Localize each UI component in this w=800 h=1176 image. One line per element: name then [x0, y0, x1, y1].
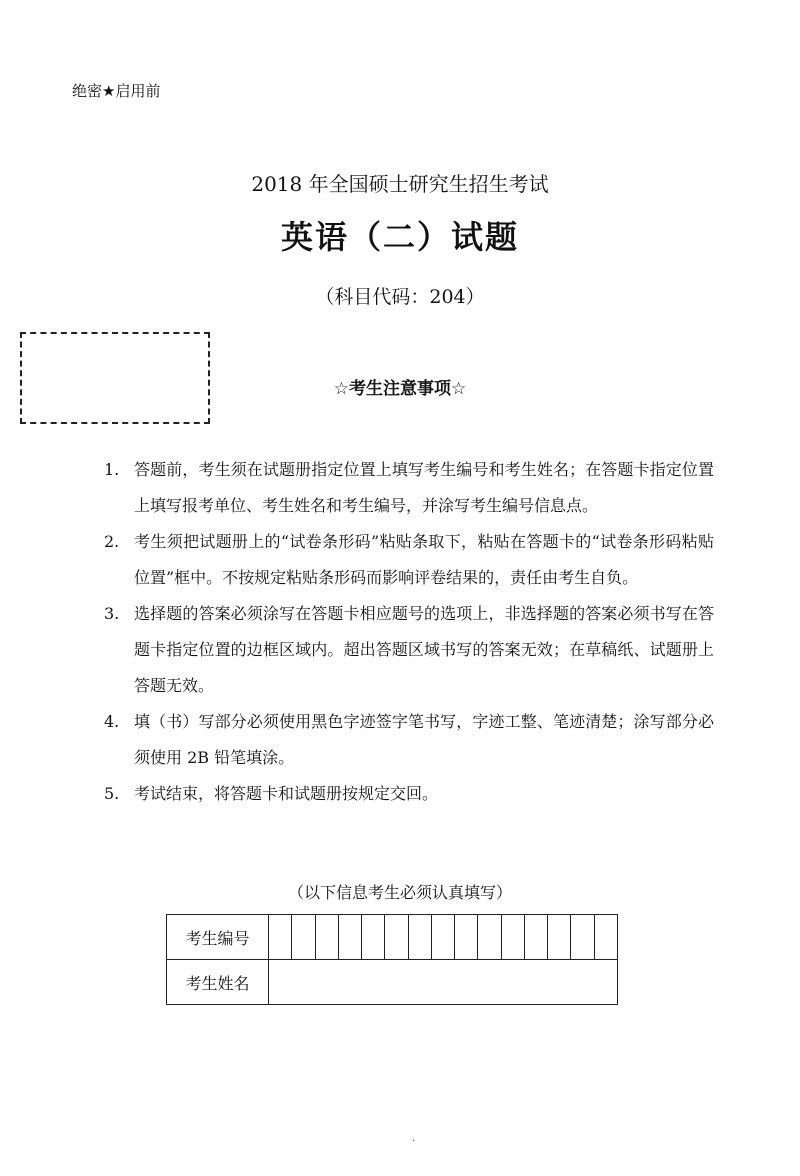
- candidate-id-digit-cell[interactable]: [315, 915, 338, 960]
- notice-item: [104, 596, 714, 704]
- notice-text: 考试结束，将答题卡和试题册按规定交回。: [134, 784, 439, 803]
- candidate-name-field[interactable]: [269, 960, 618, 1005]
- candidate-id-digit-cell[interactable]: [501, 915, 524, 960]
- candidate-id-digit-cell[interactable]: [548, 915, 571, 960]
- candidate-id-digit-cell[interactable]: [385, 915, 408, 960]
- notice-number: 3.: [104, 604, 120, 623]
- candidate-id-digit-cell[interactable]: [292, 915, 315, 960]
- notice-item: [104, 704, 714, 776]
- notice-text: 考生须把试题册上的“试卷条形码”粘贴条取下，粘贴在答题卡的“试卷条形码粘贴位置”框中。不按规定粘贴条形码而影响评卷结果的，责任由考生自负。: [134, 532, 714, 587]
- candidate-id-digit-cell[interactable]: [571, 915, 594, 960]
- candidate-id-row: [167, 915, 618, 960]
- candidate-id-digit-cell[interactable]: [269, 915, 292, 960]
- notice-number: 4.: [104, 712, 120, 731]
- notice-text: 答题前，考生须在试题册指定位置上填写考生编号和考生姓名；在答题卡指定位置上填写报考单位、考生姓名和考生编号，并涂写考生编号信息点。: [134, 460, 714, 515]
- candidate-info-table: [166, 914, 618, 1005]
- candidate-id-digit-cell[interactable]: [478, 915, 501, 960]
- notice-item: [104, 776, 714, 812]
- candidate-id-digit-cell[interactable]: [431, 915, 454, 960]
- candidate-id-digit-cell[interactable]: [524, 915, 547, 960]
- subject-code: （科目代码：204）: [315, 286, 485, 308]
- notice-number: 2.: [104, 532, 120, 551]
- candidate-name-label: 考生姓名: [167, 960, 269, 1005]
- notice-text: 填（书）写部分必须使用黑色字迹签字笔书写，字迹工整、笔迹清楚；涂写部分必须使用 2B 铅笔填涂。: [134, 712, 714, 767]
- notice-title: ☆考生注意事项☆: [333, 379, 467, 399]
- subject-title: 英语（二）试题: [280, 218, 519, 256]
- candidate-id-digit-cell[interactable]: [408, 915, 431, 960]
- candidate-id-digit-cell[interactable]: [338, 915, 361, 960]
- notice-number: 5.: [104, 784, 120, 803]
- candidate-id-digit-cell[interactable]: [362, 915, 385, 960]
- notice-item: [104, 524, 714, 596]
- candidate-id-digit-cell[interactable]: [594, 915, 617, 960]
- candidate-id-digit-cell[interactable]: [455, 915, 478, 960]
- notice-number: 1.: [104, 460, 120, 479]
- notice-list: [104, 452, 714, 812]
- candidate-id-label: 考生编号: [167, 915, 269, 960]
- notice-text: 选择题的答案必须涂写在答题卡相应题号的选项上，非选择题的答案必须书写在答题卡指定位置的边框区域内。超出答题区域书写的答案无效；在草稿纸、试题册上答题无效。: [134, 604, 714, 695]
- candidate-name-row: [167, 960, 618, 1005]
- scan-mark: ·: [412, 1136, 416, 1147]
- notice-item: [104, 452, 714, 524]
- classification-label: 绝密★启用前: [72, 82, 161, 100]
- fill-in-hint: （以下信息考生必须认真填写）: [287, 883, 512, 902]
- exam-title: 2018 年全国硕士研究生招生考试: [251, 172, 549, 196]
